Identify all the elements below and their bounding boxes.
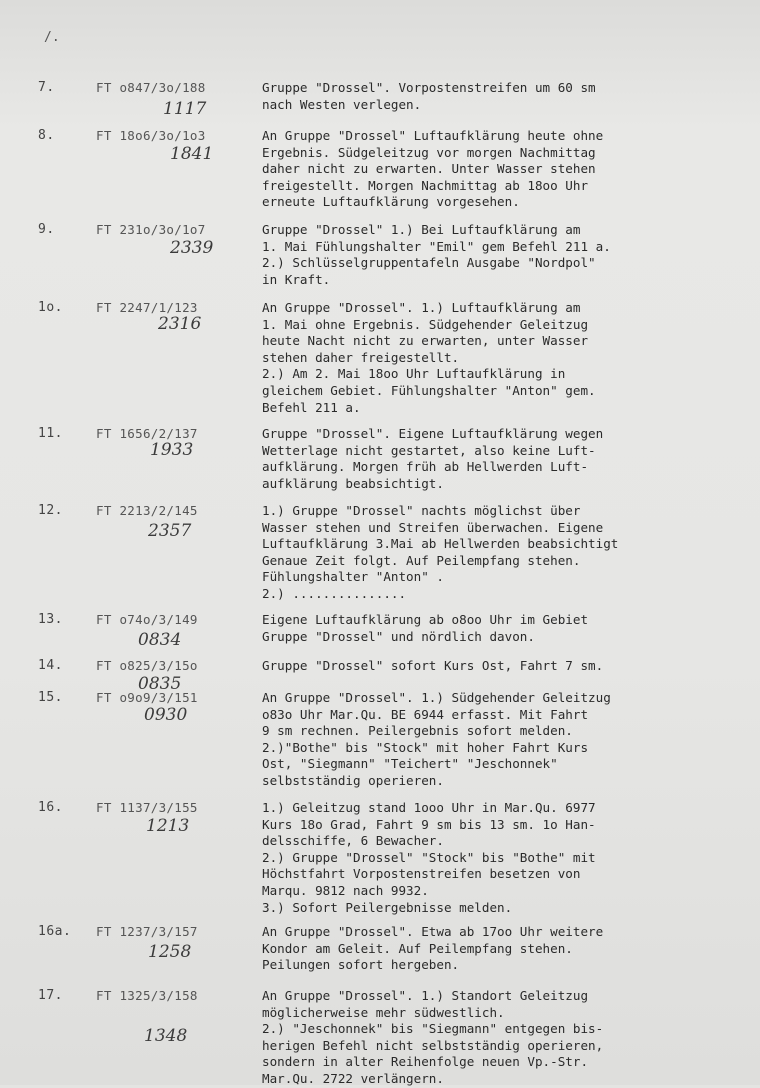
handwritten-time: 2357	[148, 521, 192, 541]
message-line: erneute Luftaufklärung vorgesehen.	[262, 194, 520, 210]
message-line: 2.) "Jeschonnek" bis "Siegmann" entgegen bis-	[262, 1021, 604, 1037]
message-line: 9 sm rechnen. Peilergebnis sofort melden.	[262, 723, 573, 739]
message-line: delsschiffe, 6 Bewacher.	[262, 833, 444, 849]
message-text	[262, 503, 732, 603]
handwritten-time: 2339	[170, 238, 214, 258]
message-text	[262, 300, 732, 416]
message-line: 1.) Gruppe "Drossel" nachts möglichst über	[262, 503, 581, 518]
message-line: herigen Befehl nicht selbstständig operieren,	[262, 1037, 604, 1053]
message-line: Marqu. 9812 nach 9932.	[262, 882, 429, 898]
message-line: Gruppe "Drossel". Vorpostenstreifen um 60 sm	[262, 80, 596, 95]
message-line: heute Nacht nicht zu erwarten, unter Wasser	[262, 333, 589, 349]
handwritten-time: 0835	[138, 674, 182, 694]
message-text	[262, 612, 732, 645]
message-text	[262, 800, 732, 916]
message-line: Höchstfahrt Vorpostenstreifen besetzen von	[262, 866, 581, 882]
message-line: selbstständig operieren.	[262, 772, 444, 788]
ft-reference: FT 231o/3o/1o7	[96, 222, 206, 237]
message-line: 2.) Am 2. Mai 18oo Uhr Luftaufklärung in	[262, 366, 566, 382]
message-line: Wetterlage nicht gestartet, also keine Luft-	[262, 442, 596, 458]
message-text	[262, 924, 732, 974]
message-line: möglicherweise mehr südwestlich.	[262, 1004, 505, 1020]
message-line: Wasser stehen und Streifen überwachen. Eigene	[262, 519, 604, 535]
entry-number: 15.	[38, 690, 63, 705]
message-line: Gruppe "Drossel". Eigene Luftaufklärung wegen	[262, 426, 604, 441]
message-line: 2.) ...............	[262, 585, 407, 601]
entry-number: 16.	[38, 800, 63, 815]
message-line: 3.) Sofort Peilergebnisse melden.	[262, 899, 513, 915]
entry-number: 13.	[38, 612, 63, 627]
message-line: 2.) Gruppe "Drossel" "Stock" bis "Bothe" mit	[262, 849, 596, 865]
message-text	[262, 128, 732, 211]
ft-reference: FT 2247/1/123	[96, 300, 198, 315]
message-text	[262, 658, 732, 675]
message-line: Ergebnis. Südgeleitzug vor morgen Nachmittag	[262, 144, 596, 160]
message-text	[262, 988, 732, 1088]
message-line: An Gruppe "Drossel". 1.) Luftaufklärung am	[262, 300, 581, 315]
ft-reference: FT o847/3o/188	[96, 80, 206, 95]
message-line: nach Westen verlegen.	[262, 96, 422, 112]
entry-number: 1o.	[38, 300, 63, 315]
entry-number: 9.	[38, 222, 55, 237]
message-text	[262, 80, 732, 113]
ft-reference: FT o825/3/15o	[96, 658, 198, 673]
message-line: Fühlungshalter "Anton" .	[262, 569, 444, 585]
handwritten-time: 1348	[144, 1026, 188, 1046]
entry-number: 11.	[38, 426, 63, 441]
entry-number: 7.	[38, 80, 55, 95]
ft-reference: FT 2213/2/145	[96, 503, 198, 518]
ft-reference: FT 1325/3/158	[96, 988, 198, 1003]
message-line: 1. Mai Fühlungshalter "Emil" gem Befehl 211 a.	[262, 238, 611, 254]
message-line: 1.) Geleitzug stand 1ooo Uhr in Mar.Qu. 6977	[262, 800, 596, 815]
message-line: sondern in alter Reihenfolge neuen Vp.-Str.	[262, 1054, 589, 1070]
handwritten-time: 0834	[138, 630, 182, 650]
message-line: freigestellt. Morgen Nachmittag ab 18oo Uhr	[262, 177, 589, 193]
message-line: gleichem Gebiet. Fühlungshalter "Anton" gem.	[262, 382, 596, 398]
message-line: An Gruppe "Drossel". Etwa ab 17oo Uhr weitere	[262, 924, 604, 939]
message-line: Genaue Zeit folgt. Auf Peilempfang stehen.	[262, 552, 581, 568]
message-line: aufklärung beabsichtigt.	[262, 475, 444, 491]
message-line: Kurs 18o Grad, Fahrt 9 sm bis 13 sm. 1o Han-	[262, 816, 596, 832]
handwritten-time: 1841	[170, 144, 214, 164]
message-line: Gruppe "Drossel" sofort Kurs Ost, Fahrt 7 sm.	[262, 658, 604, 673]
message-line: Peilungen sofort hergeben.	[262, 957, 460, 973]
message-line: An Gruppe "Drossel". 1.) Standort Geleitzug	[262, 988, 589, 1003]
message-line: Eigene Luftaufklärung ab o8oo Uhr im Gebiet	[262, 612, 589, 627]
entry-number: 16a.	[38, 924, 72, 939]
message-line: Luftaufklärung 3.Mai ab Hellwerden beabsichtigt	[262, 536, 619, 552]
ft-reference: FT 1656/2/137	[96, 426, 198, 441]
message-line: 2.) Schlüsselgruppentafeln Ausgabe "Nordpol"	[262, 255, 596, 271]
message-line: An Gruppe "Drossel" Luftaufklärung heute ohne	[262, 128, 604, 143]
message-line: Befehl 211 a.	[262, 399, 361, 415]
entry-number: 12.	[38, 503, 63, 518]
message-line: Gruppe "Drossel" 1.) Bei Luftaufklärung am	[262, 222, 581, 237]
handwritten-time: 1117	[163, 99, 207, 119]
ft-reference: FT o74o/3/149	[96, 612, 198, 627]
corner-mark: /.	[44, 30, 60, 45]
handwritten-time: 1213	[146, 816, 190, 836]
message-line: o83o Uhr Mar.Qu. BE 6944 erfasst. Mit Fahrt	[262, 706, 589, 722]
ft-reference: FT 18o6/3o/1o3	[96, 128, 206, 143]
message-text	[262, 222, 732, 288]
message-line: Kondor am Geleit. Auf Peilempfang stehen.	[262, 940, 573, 956]
handwritten-time: 2316	[158, 314, 202, 334]
message-line: An Gruppe "Drossel". 1.) Südgehender Geleitzug	[262, 690, 611, 705]
message-text	[262, 426, 732, 492]
ft-reference: FT 1237/3/157	[96, 924, 198, 939]
entry-number: 17.	[38, 988, 63, 1003]
entry-number: 14.	[38, 658, 63, 673]
ft-reference: FT o9o9/3/151	[96, 690, 198, 705]
message-line: in Kraft.	[262, 271, 331, 287]
entry-number: 8.	[38, 128, 55, 143]
message-line: Mar.Qu. 2722 verlängern.	[262, 1070, 444, 1086]
handwritten-time: 1258	[148, 942, 192, 962]
message-line: daher nicht zu erwarten. Unter Wasser stehen	[262, 161, 596, 177]
message-line: 1. Mai ohne Ergebnis. Südgehender Geleitzug	[262, 316, 589, 332]
message-line: aufklärung. Morgen früh ab Hellwerden Luft-	[262, 459, 589, 475]
message-line: Gruppe "Drossel" und nördlich davon.	[262, 628, 535, 644]
message-line: Ost, "Siegmann" "Teichert" "Jeschonnek"	[262, 756, 558, 772]
handwritten-time: 1933	[150, 440, 194, 460]
handwritten-time: 0930	[144, 705, 188, 725]
ft-reference: FT 1137/3/155	[96, 800, 198, 815]
message-line: 2.)"Bothe" bis "Stock" mit hoher Fahrt Kurs	[262, 739, 589, 755]
message-text	[262, 690, 732, 790]
message-line: stehen daher freigestellt.	[262, 349, 460, 365]
